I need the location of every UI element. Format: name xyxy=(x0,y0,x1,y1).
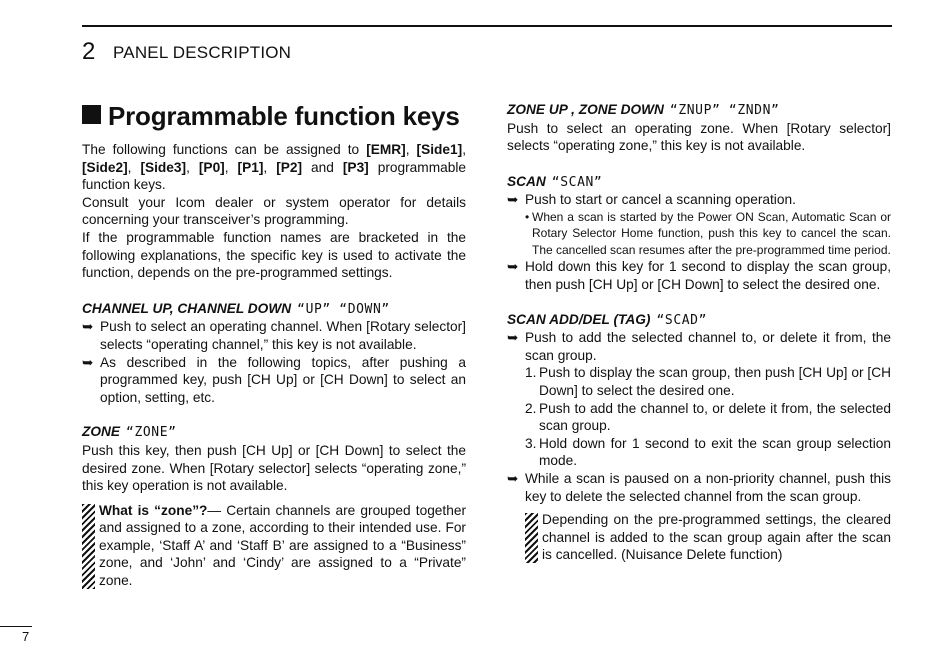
arrow-bullet-icon: ➥ xyxy=(82,354,94,370)
lcd-display-text: “SCAD” xyxy=(656,312,708,328)
section-heading xyxy=(82,99,460,133)
header-rule xyxy=(82,25,892,27)
intro-paragraph-2: Consult your Icom dealer or system operator for details concerning your transceiver’s programming. xyxy=(82,194,466,228)
lcd-display-text: “SCAN” xyxy=(551,174,603,190)
zone-body: Push this key, then push [CH Up] or [CH Down] to select the desired zone. When [Rotary selector] selects “operating zone,” this key operation is not available. xyxy=(82,442,466,494)
step-2: 2. Push to add the channel to, or delete it from, the selected scan group. xyxy=(525,400,891,434)
page-number: 7 xyxy=(22,629,30,644)
right-column xyxy=(507,101,891,564)
note-hatch-icon xyxy=(525,513,538,563)
note-lead: What is “zone”? xyxy=(99,502,208,518)
step-1: 1. Push to display the scan group, then push [CH Up] or [CH Down] to select the desired one. xyxy=(525,365,891,399)
zone-updown-heading: ZONE UP , ZONE DOWN “ZNUP” “ZNDN” xyxy=(507,102,780,118)
note-hatch-icon xyxy=(82,504,95,589)
arrow-bullet-icon: ➥ xyxy=(507,471,519,486)
channel-updown-heading: CHANNEL UP, CHANNEL DOWN “UP” “DOWN” xyxy=(82,300,390,317)
zone-updown-body: Push to select an operating zone. When [Rotary selector] selects “operating zone,” this key is not available. xyxy=(507,120,891,154)
arrow-bullet-icon: ➥ xyxy=(82,319,94,335)
lcd-display-text: “ZNUP” “ZNDN” xyxy=(669,103,780,118)
dot-bullet-icon: • xyxy=(525,209,530,224)
arrow-bullet-icon: ➥ xyxy=(507,259,519,275)
scan-bullet-2: ➥ Hold down this key for 1 second to display the scan group, then push [CH Up] or [CH Down] to select the desired one. xyxy=(507,259,891,293)
scan-sub-bullet: • When a scan is started by the Power ON Scan, Automatic Scan or Rotary Selector Home function, push this key to cancel the scan. The cancelled scan resumes after the pre-programmed time period. xyxy=(525,209,891,257)
scan-adddel-heading: SCAN ADD/DEL (TAG) “SCAD” xyxy=(507,311,708,328)
chapter-number: 2 xyxy=(82,38,96,65)
intro-paragraph-1: The following functions can be assigned to [EMR], [Side1], [Side2], [Side3], [P0], [P1], [P2] and [P3] programmable function keys. xyxy=(82,142,466,193)
zone-note: What is “zone”?— Certain channels are grouped together and assigned to a zone, according to their intended use. For example, ‘Staff A’ and ‘Staff B’ are assigned to a “Business” zone, and ‘John’ and ‘Cindy’ are assigned to a “Private” zone. xyxy=(82,502,466,590)
arrow-bullet-icon: ➥ xyxy=(507,330,519,346)
zone-heading: ZONE “ZONE” xyxy=(82,424,177,441)
section-title: Programmable function keys xyxy=(108,101,460,131)
scan-adddel-note: Depending on the pre-programmed settings, the cleared channel is added to the scan group again after the scan is cancelled. (Nuisance Delete function) xyxy=(525,511,891,564)
channel-bullet-1: ➥ Push to select an operating channel. When [Rotary selector] selects “operating channel,” this key is not available. xyxy=(82,319,466,352)
scan-adddel-bullet-1: ➥ Push to add the selected channel to, or delete it from, the scan group. xyxy=(507,330,891,363)
scan-bullet-1: ➥ Push to start or cancel a scanning operation. xyxy=(507,192,796,208)
step-3: 3. Hold down for 1 second to exit the scan group selection mode. xyxy=(525,435,891,469)
scan-adddel-bullet-2: ➥ While a scan is paused on a non-priority channel, push this key to delete the selected channel from the scan group. xyxy=(507,471,891,504)
left-column xyxy=(82,141,466,590)
channel-bullet-2: ➥ As described in the following topics, after pushing a programmed key, push [CH Up] or [CH Down] to select an option, setting, etc. xyxy=(82,354,466,405)
arrow-bullet-icon: ➥ xyxy=(507,192,519,208)
lcd-display-text: “ZONE” xyxy=(126,425,177,441)
scan-heading: SCAN “SCAN” xyxy=(507,173,603,190)
intro-paragraph-3: If the programmable function names are bracketed in the following explanations, the specific key is used to activate the function, depends on the pre-programmed settings. xyxy=(82,229,466,281)
lcd-display-text: “UP” “DOWN” xyxy=(297,301,390,317)
chapter-title: PANEL DESCRIPTION xyxy=(113,43,292,62)
square-bullet-icon xyxy=(82,105,101,124)
page-number-rule xyxy=(0,626,32,627)
